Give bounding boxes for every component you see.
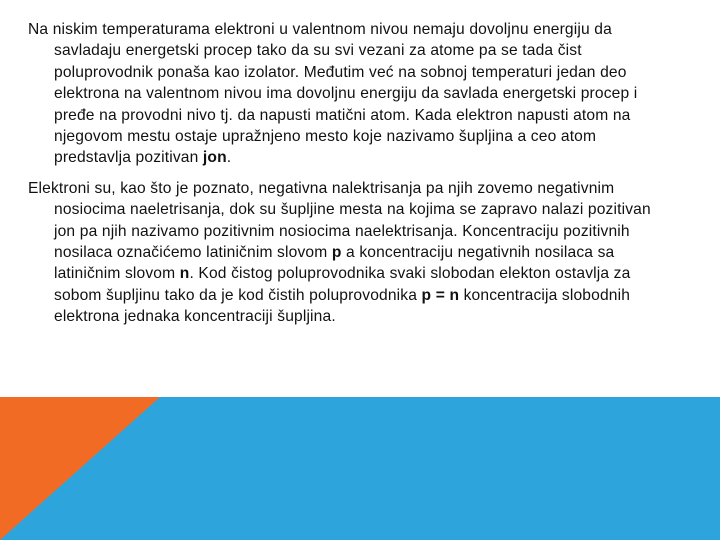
- bold-symbol-p: p: [331, 244, 342, 262]
- paragraph-1-end: .: [226, 149, 232, 167]
- slide-body: [28, 19, 660, 337]
- paragraph-semiconductor-insulator: [28, 19, 660, 169]
- bold-equation-p-equals-n: p = n: [421, 286, 460, 304]
- paragraph-2-text-d: koncentracija slobodnih elektrona jednaka koncentraciji šupljina.: [54, 286, 631, 326]
- bold-symbol-n: n: [179, 265, 190, 283]
- paragraph-charge-carriers: [28, 178, 660, 328]
- paragraph-2-text-a: Elektroni su, kao što je poznato, negativna nalektrisanja pa njih zovemo negativnim nosiocima naeletrisanja, dok su šupljine mesta na kojima se zapravo nalazi pozitivan jon pa njih nazivamo pozitivnim nosiocima naelektrisanja. Koncentraciju pozitivnih nosilaca označićemo latiničnim slovom: [28, 179, 651, 262]
- decorative-footer-band: [0, 397, 720, 540]
- paragraph-2-text-c: . Kod čistog poluprovodnika svaki slobodan elekton ostavlja za sobom šupljinu tako da je kod čistih poluprovodnika: [54, 265, 631, 304]
- paragraph-2-text-b: a koncentraciju negativnih nosilaca sa latiničnim slovom: [54, 244, 615, 283]
- paragraph-1-text: Na niskim temperaturama elektroni u valentnom nivou nemaju dovoljnu energiju da savladaju energetski procep tako da su svi vezani za atome pa se tada čist poluprovodnik ponaša kao izolator. Međutim već na sobnoj temperaturi jedan deo elektrona na valentnom nivou ima dovoljnu energiju da savlada energetski procep i pređe na provodni nivo tj. da napusti matični atom. Kada elektron napusti atom na njegovom mestu ostaje upražnjeno mesto koje nazivamo šupljina a ceo atom predstavlja pozitivan: [28, 21, 638, 167]
- bold-term-jon: jon: [202, 149, 227, 167]
